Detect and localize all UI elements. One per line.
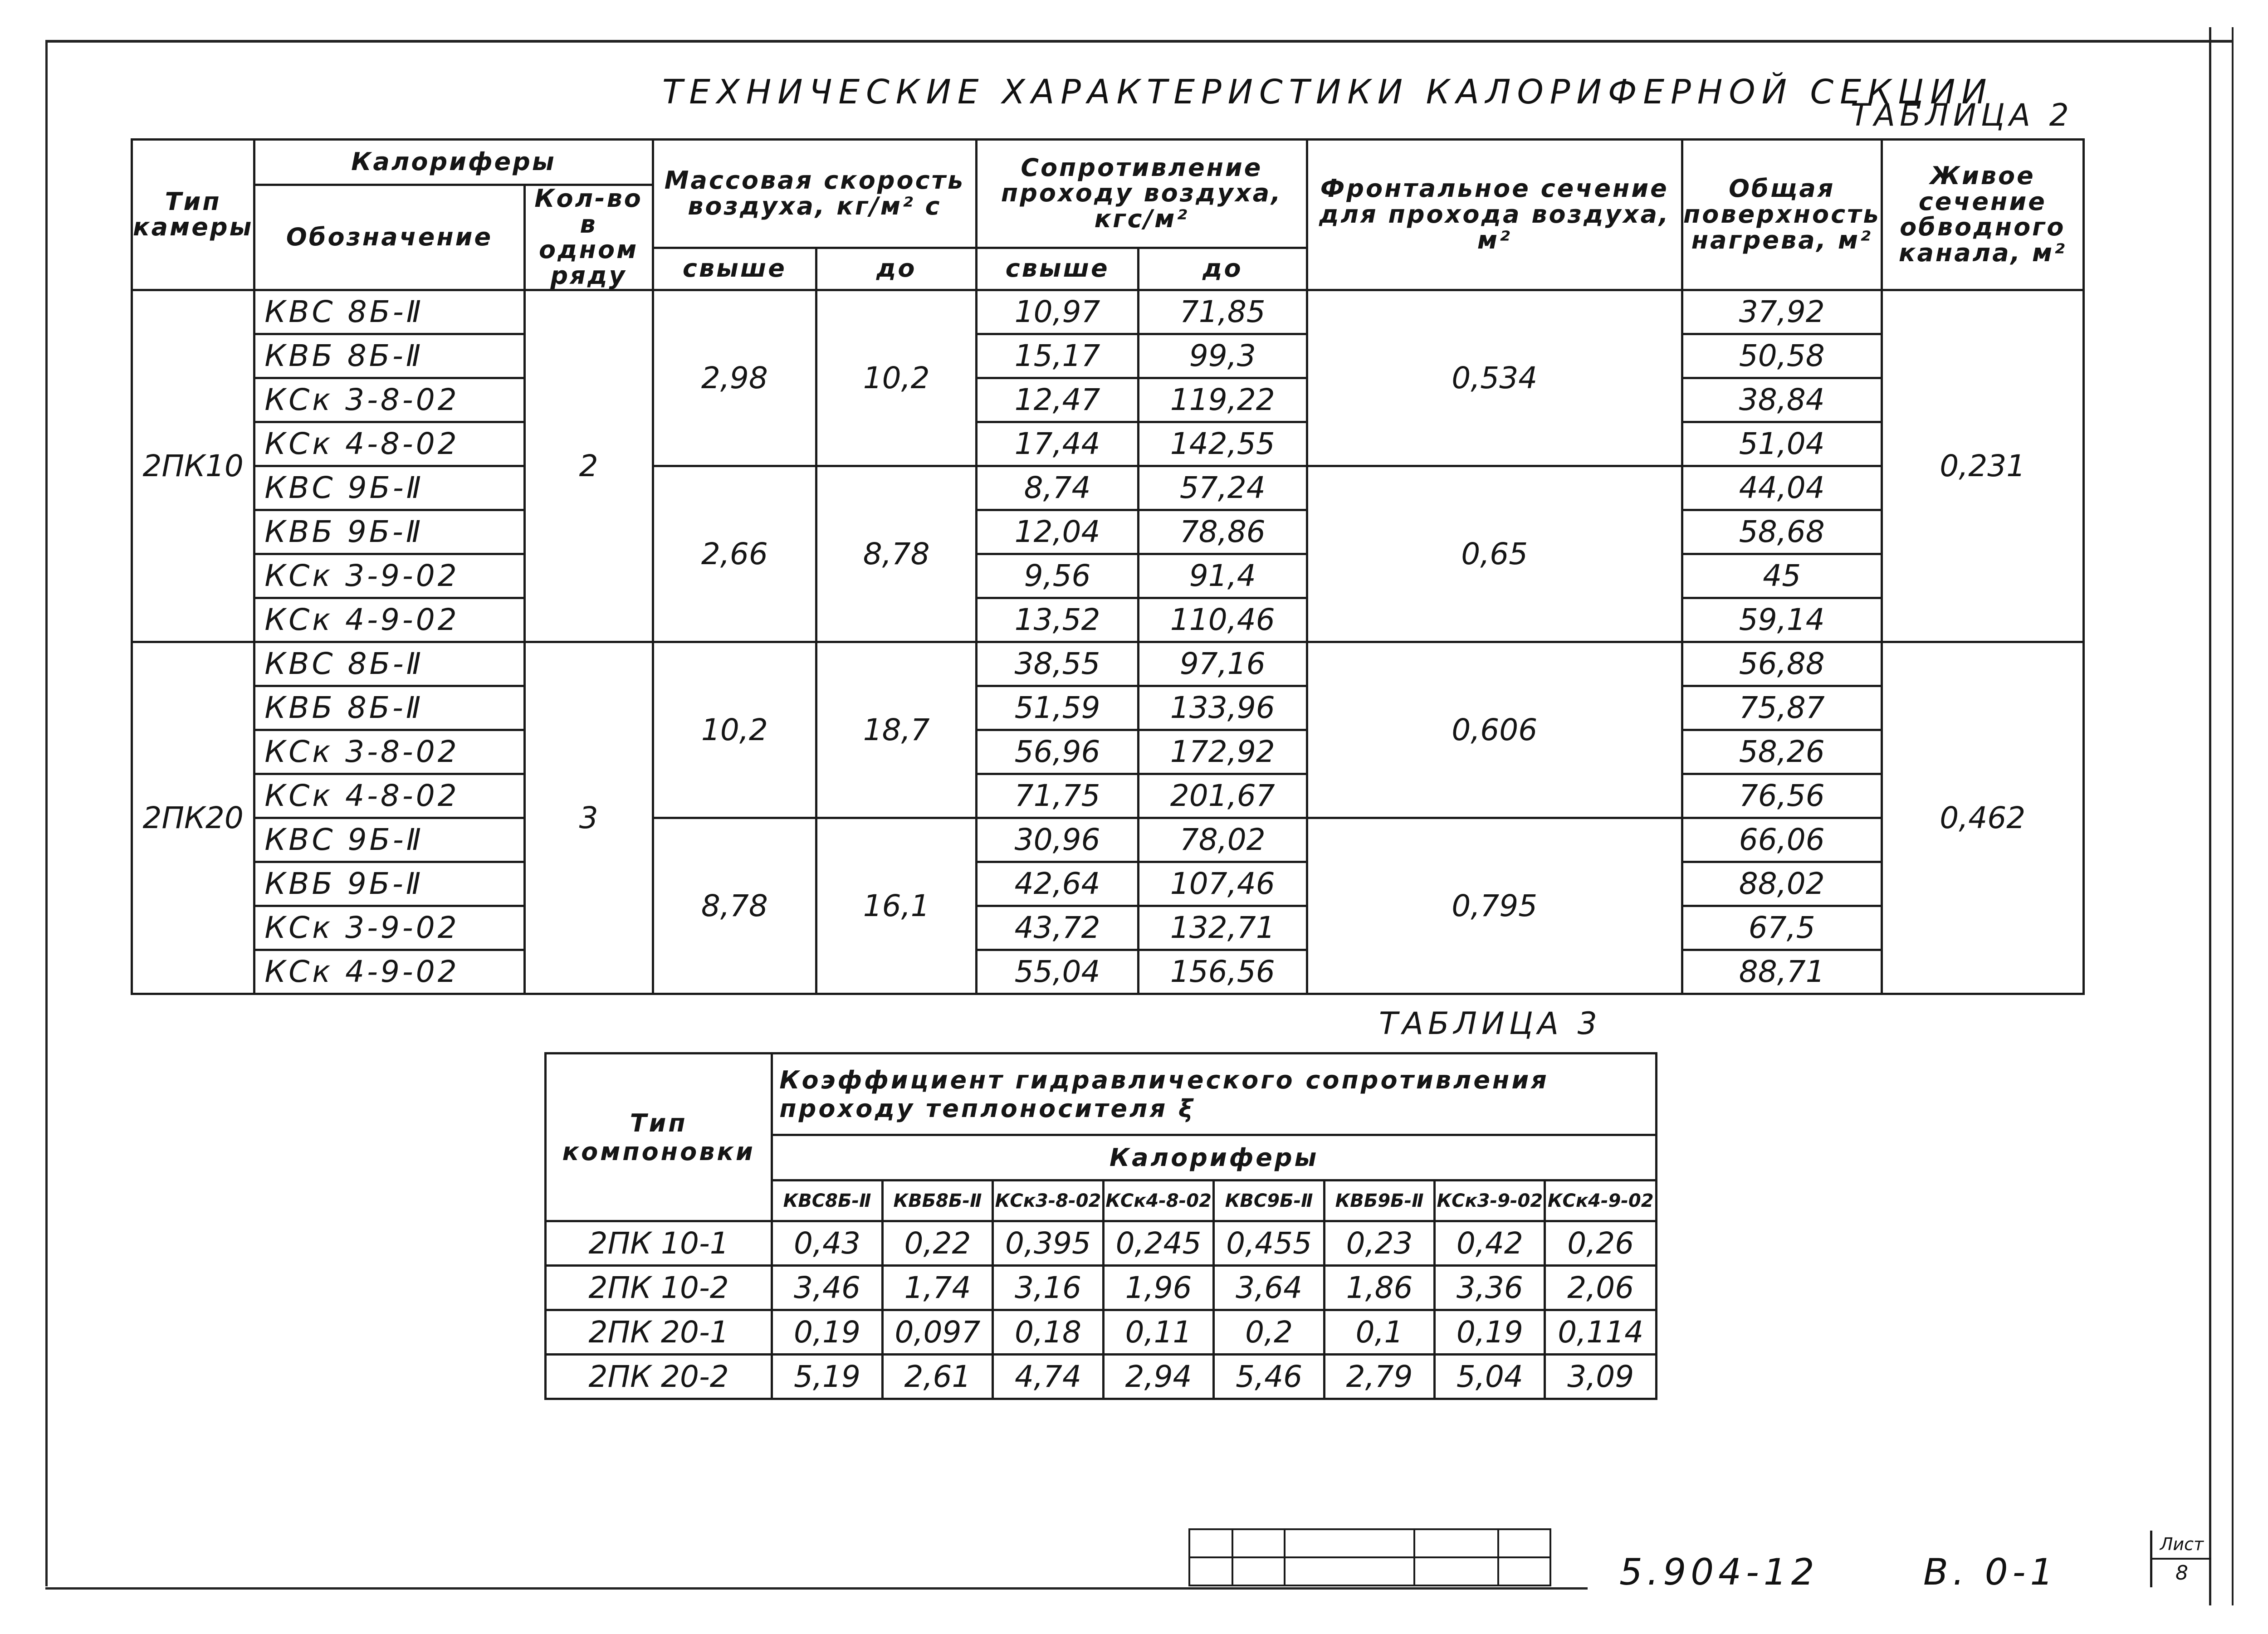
specs-table — [131, 138, 2085, 995]
resistance-over-cell: 9,56 — [977, 554, 1139, 598]
revision-stamp-grid — [1188, 1528, 1551, 1586]
column-header: КСк3-8-02 — [993, 1180, 1104, 1221]
header-heating-surface: Общая поверхность нагрева, м² — [1682, 140, 1882, 290]
bypass-cell: 0,231 — [1882, 290, 2083, 642]
resistance-upto-cell: 172,92 — [1139, 730, 1307, 774]
bypass-cell: 0,462 — [1882, 642, 2083, 994]
resistance-upto-cell: 156,56 — [1139, 950, 1307, 994]
camera-type-cell: 2ПК10 — [132, 290, 254, 642]
column-header: КСк3-9-02 — [1435, 1180, 1545, 1221]
surface-cell: 44,04 — [1682, 466, 1882, 510]
coef-cell: 2,06 — [1545, 1266, 1657, 1310]
resistance-over-cell: 13,52 — [977, 598, 1139, 642]
velocity-over-cell: 10,2 — [653, 642, 816, 818]
surface-cell: 88,02 — [1682, 862, 1882, 906]
hydraulic-resistance-table — [544, 1052, 1657, 1400]
designation-cell: КВС 8Б-Ⅱ — [254, 642, 524, 686]
surface-cell: 45 — [1682, 554, 1882, 598]
surface-cell: 58,26 — [1682, 730, 1882, 774]
coef-cell: 0,43 — [772, 1221, 882, 1266]
resistance-upto-cell: 132,71 — [1139, 906, 1307, 950]
designation-cell: КСк 3-9-02 — [254, 554, 524, 598]
frame-top-line — [45, 40, 2232, 43]
resistance-over-cell: 12,47 — [977, 378, 1139, 422]
surface-cell: 37,92 — [1682, 290, 1882, 334]
layout-type-cell: 2ПК 10-1 — [546, 1221, 772, 1266]
header-resistance-over: свыше — [977, 248, 1139, 290]
coef-cell: 0,23 — [1324, 1221, 1434, 1266]
resistance-upto-cell: 78,86 — [1139, 510, 1307, 554]
coef-cell: 2,79 — [1324, 1355, 1434, 1399]
column-header: КВС8Б-Ⅱ — [772, 1180, 882, 1221]
coef-cell: 1,96 — [1103, 1266, 1214, 1310]
surface-cell: 56,88 — [1682, 642, 1882, 686]
resistance-over-cell: 38,55 — [977, 642, 1139, 686]
frontal-section-cell: 0,65 — [1307, 466, 1682, 642]
designation-cell: КВС 9Б-Ⅱ — [254, 466, 524, 510]
layout-type-cell: 2ПК 20-2 — [546, 1355, 772, 1399]
coef-cell: 0,455 — [1214, 1221, 1325, 1266]
surface-cell: 50,58 — [1682, 334, 1882, 378]
count-cell: 3 — [524, 642, 653, 994]
header-heaters: Калориферы — [772, 1135, 1657, 1180]
frame-right-outer-line — [2232, 27, 2234, 1605]
header-heaters: Калориферы — [254, 140, 653, 185]
designation-cell: КСк 4-8-02 — [254, 774, 524, 818]
resistance-upto-cell: 107,46 — [1139, 862, 1307, 906]
frontal-section-cell: 0,795 — [1307, 818, 1682, 994]
resistance-over-cell: 71,75 — [977, 774, 1139, 818]
coef-cell: 0,18 — [993, 1310, 1104, 1355]
resistance-upto-cell: 133,96 — [1139, 686, 1307, 730]
header-designation: Обозначение — [254, 185, 524, 290]
coef-cell: 0,395 — [993, 1221, 1104, 1266]
coef-cell: 5,19 — [772, 1355, 882, 1399]
page-title: ТЕХНИЧЕСКИЕ ХАРАКТЕРИСТИКИ КАЛОРИФЕРНОЙ СЕКЦИИ — [662, 73, 1993, 112]
velocity-over-cell: 2,98 — [653, 290, 816, 466]
designation-cell: КСк 4-9-02 — [254, 598, 524, 642]
resistance-upto-cell: 142,55 — [1139, 422, 1307, 466]
layout-type-cell: 2ПК 20-1 — [546, 1310, 772, 1355]
resistance-over-cell: 10,97 — [977, 290, 1139, 334]
coef-cell: 0,1 — [1324, 1310, 1434, 1355]
surface-cell: 66,06 — [1682, 818, 1882, 862]
designation-cell: КВБ 8Б-Ⅱ — [254, 334, 524, 378]
designation-cell: КСк 3-9-02 — [254, 906, 524, 950]
resistance-over-cell: 15,17 — [977, 334, 1139, 378]
resistance-upto-cell: 91,4 — [1139, 554, 1307, 598]
coef-cell: 2,94 — [1103, 1355, 1214, 1399]
resistance-over-cell: 17,44 — [977, 422, 1139, 466]
surface-cell: 76,56 — [1682, 774, 1882, 818]
column-header: КСк4-9-02 — [1545, 1180, 1657, 1221]
coef-cell: 0,19 — [772, 1310, 882, 1355]
resistance-upto-cell: 97,16 — [1139, 642, 1307, 686]
coef-cell: 0,26 — [1545, 1221, 1657, 1266]
frame-left-line — [45, 40, 48, 1586]
coef-cell: 0,42 — [1435, 1221, 1545, 1266]
velocity-upto-cell: 10,2 — [816, 290, 977, 466]
velocity-upto-cell: 16,1 — [816, 818, 977, 994]
coef-cell: 0,2 — [1214, 1310, 1325, 1355]
resistance-upto-cell: 78,02 — [1139, 818, 1307, 862]
column-header: КВС9Б-Ⅱ — [1214, 1180, 1325, 1221]
sheet-number-box — [2150, 1531, 2211, 1587]
header-resistance-upto: до — [1139, 248, 1307, 290]
surface-cell: 88,71 — [1682, 950, 1882, 994]
header-camera-type: Тип камеры — [132, 140, 254, 290]
resistance-upto-cell: 119,22 — [1139, 378, 1307, 422]
coef-cell: 5,46 — [1214, 1355, 1325, 1399]
surface-cell: 51,04 — [1682, 422, 1882, 466]
designation-cell: КСк 4-8-02 — [254, 422, 524, 466]
resistance-over-cell: 55,04 — [977, 950, 1139, 994]
coef-cell: 0,097 — [882, 1310, 993, 1355]
column-header: КСк4-8-02 — [1103, 1180, 1214, 1221]
frame-right-line — [2209, 27, 2211, 1605]
resistance-upto-cell: 71,85 — [1139, 290, 1307, 334]
resistance-upto-cell: 110,46 — [1139, 598, 1307, 642]
resistance-upto-cell: 99,3 — [1139, 334, 1307, 378]
designation-cell: КВБ 8Б-Ⅱ — [254, 686, 524, 730]
count-cell: 2 — [524, 290, 653, 642]
header-air-resistance: Сопротивление проходу воздуха, кгс/м² — [977, 140, 1307, 248]
resistance-over-cell: 12,04 — [977, 510, 1139, 554]
coef-cell: 1,86 — [1324, 1266, 1434, 1310]
designation-cell: КСк 3-8-02 — [254, 378, 524, 422]
frame-bottom-line — [45, 1587, 1588, 1590]
coef-cell: 3,09 — [1545, 1355, 1657, 1399]
resistance-over-cell: 43,72 — [977, 906, 1139, 950]
velocity-upto-cell: 18,7 — [816, 642, 977, 818]
coef-cell: 3,36 — [1435, 1266, 1545, 1310]
header-coefficient: Коэффициент гидравлического сопротивления проходу теплоносителя ξ — [772, 1054, 1657, 1135]
resistance-over-cell: 42,64 — [977, 862, 1139, 906]
section-code: В. 0-1 — [1923, 1551, 2058, 1593]
resistance-upto-cell: 57,24 — [1139, 466, 1307, 510]
header-velocity-upto: до — [816, 248, 977, 290]
resistance-over-cell: 51,59 — [977, 686, 1139, 730]
coef-cell: 0,22 — [882, 1221, 993, 1266]
coef-cell: 1,74 — [882, 1266, 993, 1310]
coef-cell: 0,19 — [1435, 1310, 1545, 1355]
coef-cell: 3,16 — [993, 1266, 1104, 1310]
coef-cell: 4,74 — [993, 1355, 1104, 1399]
designation-cell: КВС 8Б-Ⅱ — [254, 290, 524, 334]
header-frontal-section: Фронтальное сечение для прохода воздуха, м² — [1307, 140, 1682, 290]
designation-cell: КВС 9Б-Ⅱ — [254, 818, 524, 862]
resistance-over-cell: 56,96 — [977, 730, 1139, 774]
velocity-over-cell: 8,78 — [653, 818, 816, 994]
document-code: 5.904-12 — [1619, 1551, 1819, 1593]
layout-type-cell: 2ПК 10-2 — [546, 1266, 772, 1310]
resistance-upto-cell: 201,67 — [1139, 774, 1307, 818]
resistance-over-cell: 30,96 — [977, 818, 1139, 862]
resistance-over-cell: 8,74 — [977, 466, 1139, 510]
camera-type-cell: 2ПК20 — [132, 642, 254, 994]
sheet-label: Лист — [2160, 1534, 2204, 1554]
header-layout-type: Тип компоновки — [546, 1054, 772, 1221]
header-count-per-row: Кол-во в одном ряду — [524, 185, 653, 290]
coef-cell: 5,04 — [1435, 1355, 1545, 1399]
coef-cell: 3,46 — [772, 1266, 882, 1310]
surface-cell: 59,14 — [1682, 598, 1882, 642]
designation-cell: КСк 3-8-02 — [254, 730, 524, 774]
coef-cell: 0,11 — [1103, 1310, 1214, 1355]
surface-cell: 38,84 — [1682, 378, 1882, 422]
coef-cell: 0,114 — [1545, 1310, 1657, 1355]
velocity-over-cell: 2,66 — [653, 466, 816, 642]
table2-caption: ТАБЛИЦА 2 — [1851, 98, 2073, 133]
designation-cell: КСк 4-9-02 — [254, 950, 524, 994]
surface-cell: 58,68 — [1682, 510, 1882, 554]
frontal-section-cell: 0,606 — [1307, 642, 1682, 818]
designation-cell: КВБ 9Б-Ⅱ — [254, 510, 524, 554]
coef-cell: 3,64 — [1214, 1266, 1325, 1310]
coef-cell: 2,61 — [882, 1355, 993, 1399]
velocity-upto-cell: 8,78 — [816, 466, 977, 642]
column-header: КВБ8Б-Ⅱ — [882, 1180, 993, 1221]
column-header: КВБ9Б-Ⅱ — [1324, 1180, 1434, 1221]
sheet-number: 8 — [2175, 1561, 2188, 1585]
frontal-section-cell: 0,534 — [1307, 290, 1682, 466]
header-mass-velocity: Массовая скорость воздуха, кг/м² с — [653, 140, 977, 248]
surface-cell: 75,87 — [1682, 686, 1882, 730]
header-bypass-section: Живое сечение обводного канала, м² — [1882, 140, 2083, 290]
coef-cell: 0,245 — [1103, 1221, 1214, 1266]
header-velocity-over: свыше — [653, 248, 816, 290]
surface-cell: 67,5 — [1682, 906, 1882, 950]
designation-cell: КВБ 9Б-Ⅱ — [254, 862, 524, 906]
table3-caption: ТАБЛИЦА 3 — [1379, 1006, 1602, 1042]
